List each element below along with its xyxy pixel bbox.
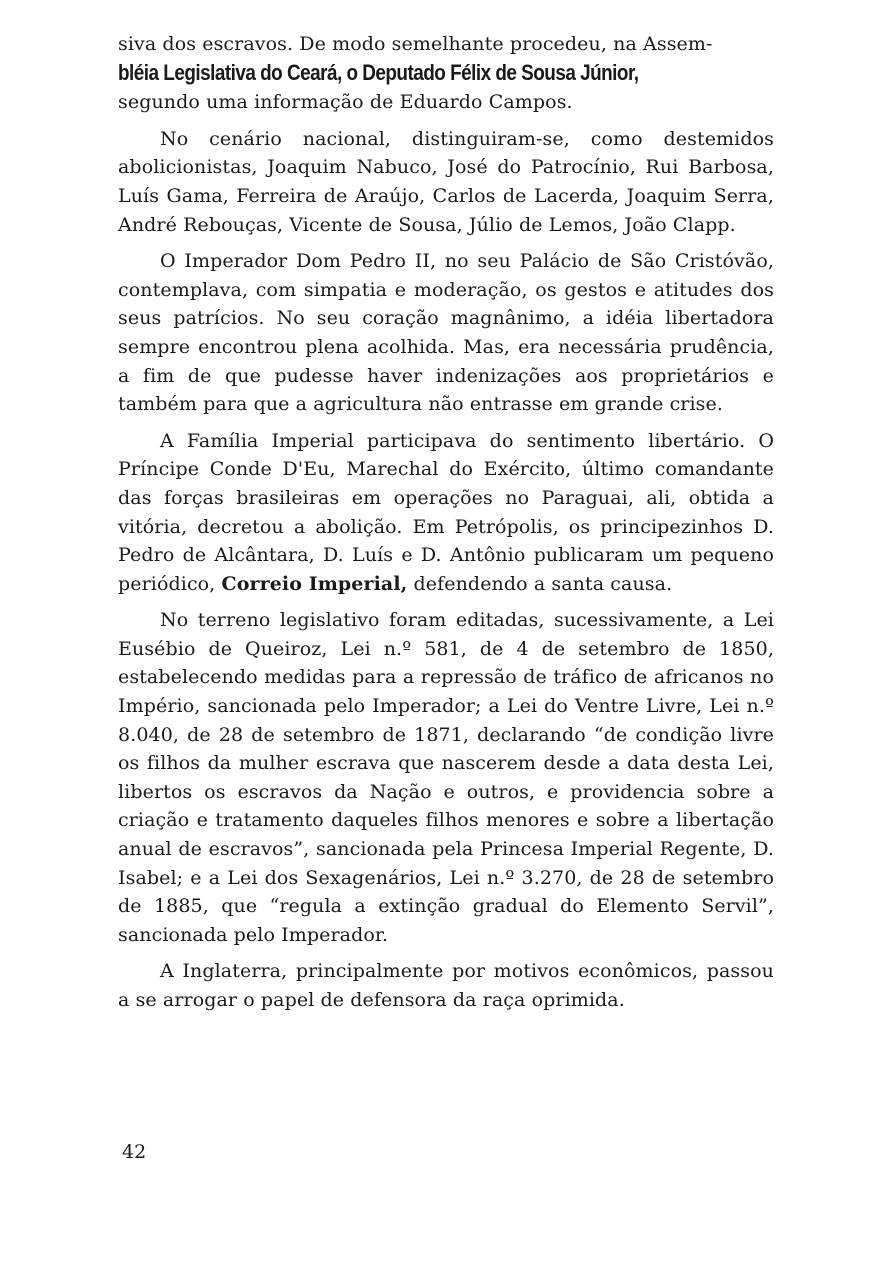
paragraph-continuation [118, 30, 774, 117]
paragraph-abolitionists: No cenário nacional, distinguiram-se, como destemidos abolicionistas, Joaquim Nabuco, José do Patrocínio, Rui Barbosa, Luís Gama, Ferreira de Araújo, Carlos de Lacerda, Joaquim Serra, André Rebouças, Vicente de Sousa, Júlio de Lemos, João Clapp. [118, 127, 774, 236]
paragraph-legislation: No terreno legislativo foram editadas, sucessivamente, a Lei Eusébio de Queiroz, Lei n.º 581, de 4 de setembro de 1850, estabelecendo medidas para a repressão de tráfico de africanos no Império, sancionada pelo Imperador; a Lei do Ventre Livre, Lei n.º 8.040, de 28 de setembro de 1871, declarando “de condição livre os filhos da mulher escrava que nascerem desde a data desta Lei, libertos os escravos da Nação e outros, e providencia sobre a criação e tratamento daqueles filhos menores e sobre a libertação anual de escravos”, sancionada pela Princesa Imperial Regente, D. Isabel; e a Lei dos Sexagenários, Lei n.º 3.270, de 28 de setembro de 1885, que “regula a extinção gradual do Elemento Servil”, sancionada pelo Imperador. [118, 609, 774, 946]
periodical-title: Correio Imperial, [221, 572, 408, 595]
page-number: 42 [122, 1141, 147, 1163]
page-body [118, 30, 774, 1015]
emphasized-line: bléia Legislativa do Ceará, o Deputado Félix de Sousa Júnior, [118, 59, 639, 85]
paragraph-emperor: O Imperador Dom Pedro II, no seu Palácio de São Cristóvão, contemplava, com simpatia e moderação, os gestos e atitudes dos seus patrícios. No seu coração magnânimo, a idéia libertadora sempre encontrou plena acolhida. Mas, era necessária prudência, a fim de que pudesse haver indenizações aos proprietários e também para que a agricultura não entrasse em grande crise. [118, 250, 774, 416]
paragraph-text: siva dos escravos. De modo semelhante procedeu, na Assem- [118, 33, 713, 55]
paragraph-england: A Inglaterra, principalmente por motivos econômicos, passou a se arrogar o papel de defensora da raça oprimida. [118, 960, 774, 1011]
paragraph-imperial-family [118, 427, 774, 599]
paragraph-text: defendendo a santa causa. [413, 572, 673, 595]
paragraph-text: A Família Imperial participava do sentimento libertário. O Príncipe Conde D'Eu, Marechal do Exército, último comandante das forças brasileiras em operações no Paraguai, ali, obtida a vitória, decretou a abolição. Em Petrópolis, os principezinhos D. Pedro de Alcântara, D. Luís e D. Antônio publicaram um pequeno periódico, [118, 429, 774, 595]
paragraph-text: segundo uma informação de Eduardo Campos. [118, 91, 573, 114]
